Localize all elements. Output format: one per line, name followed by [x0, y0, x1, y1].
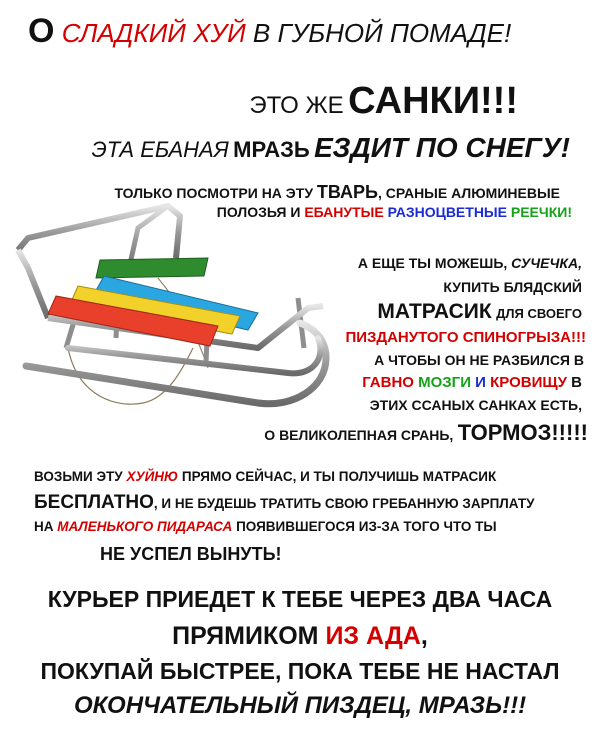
look-f: РАЗНОЦВЕТНЫЕ: [387, 204, 507, 220]
right-6a: ГАВНО: [362, 374, 414, 391]
headline-snow-a: ЭТА ЕБАНАЯ: [91, 137, 229, 162]
look-e: ЕБАНУТЫЕ: [304, 204, 384, 220]
headline-snow-c: ЕЗДИТ ПО СНЕГУ!: [314, 132, 570, 163]
offer-1a: ВОЗЬМИ ЭТУ: [34, 469, 123, 484]
right-8b: ТОРМОЗ!!!!!: [457, 420, 588, 445]
offer-3a: НА: [34, 519, 54, 534]
right-6d: КРОВИЩУ: [490, 374, 567, 391]
right-line-6: [362, 375, 582, 390]
offer-3c: ПОЯВИВШЕГОСЯ ИЗ-ЗА ТОГО ЧТО ТЫ: [236, 519, 497, 534]
right-1a: А ЕЩЕ ТЫ МОЖЕШЬ,: [357, 255, 508, 271]
right-2: КУПИТЬ БЛЯДСКИЙ: [443, 279, 582, 295]
look-g: РЕЕЧКИ!: [510, 204, 572, 220]
right-6b: МОЗГИ: [418, 374, 471, 391]
right-line-4: [345, 330, 586, 345]
bottom-4: ОКОНЧАТЕЛЬНЫЙ ПИЗДЕЦ, МРАЗЬ!!!: [73, 692, 527, 719]
right-line-7: [370, 398, 582, 412]
bottom-3: ПОКУПАЙ БЫСТРЕЕ, ПОКА ТЕБЕ НЕ НАСТАЛ: [40, 658, 560, 684]
offer-3b: МАЛЕНЬКОГО ПИДАРАСА: [57, 519, 233, 534]
look-a: ТОЛЬКО ПОСМОТРИ НА ЭТУ: [114, 185, 314, 201]
headline-snow: [91, 134, 570, 162]
offer-4: НЕ УСПЕЛ ВЫНУТЬ!: [100, 544, 282, 564]
look-c: , СРАНЫЕ АЛЮМИНЕВЫЕ: [377, 185, 560, 201]
sled-image: [8, 198, 338, 438]
offer-2a: БЕСПЛАТНО: [34, 492, 154, 513]
right-3a: МАТРАСИК: [377, 300, 492, 323]
bottom-2c: ,: [420, 622, 428, 650]
headline-sanki-word: САНКИ!!!: [348, 80, 518, 122]
title-o: О: [28, 12, 55, 50]
right-line-3: [377, 301, 582, 322]
right-line-5: [374, 353, 584, 367]
offer-line-4: [100, 545, 282, 563]
title-line: [28, 14, 511, 48]
title-highlight: СЛАДКИЙ ХУЙ: [61, 18, 246, 48]
bottom-1: КУРЬЕР ПРИЕДЕТ К ТЕБЕ ЧЕРЕЗ ДВА ЧАСА: [47, 586, 553, 612]
offer-line-2: [34, 493, 535, 512]
right-6e: В: [571, 374, 582, 391]
bottom-2a: ПРЯМИКОМ: [172, 622, 319, 650]
look-b: ТВАРЬ: [316, 182, 378, 202]
offer-line-3: [34, 520, 497, 534]
offer-1c: ПРЯМО СЕЙЧАС, И ТЫ ПОЛУЧИШЬ МАТРАСИК: [181, 469, 497, 484]
right-8a: О ВЕЛИКОЛЕПНАЯ СРАНЬ,: [264, 427, 454, 443]
bottom-line-4: [0, 694, 600, 718]
right-line-8: [264, 422, 588, 444]
title-rest: В ГУБНОЙ ПОМАДЕ!: [252, 18, 512, 48]
right-line-2: [443, 280, 582, 294]
bottom-line-1: [0, 588, 600, 611]
right-7: ЭТИХ ССАНЫХ САНКАХ ЕСТЬ,: [369, 397, 582, 413]
offer-2b: , И НЕ БУДЕШЬ ТРАТИТЬ СВОЮ ГРЕБАННУЮ ЗАРПЛАТУ: [153, 496, 535, 511]
bottom-2b: ИЗ АДА: [325, 622, 421, 650]
right-1b: СУЧЕЧКА,: [511, 255, 582, 271]
headline-sanki-prefix: ЭТО ЖЕ: [249, 92, 344, 119]
right-6c: И: [475, 374, 486, 391]
right-line-1: [358, 256, 582, 270]
headline-snow-b: МРАЗЬ: [233, 137, 310, 162]
right-5: А ЧТОБЫ ОН НЕ РАЗБИЛСЯ В: [374, 352, 584, 368]
slat-green: [96, 258, 208, 278]
bottom-line-2: [0, 624, 600, 649]
look-d: ПОЛОЗЬЯ И: [216, 204, 301, 220]
offer-line-1: [34, 470, 496, 484]
right-3b: ДЛЯ СВОЕГО: [496, 306, 582, 321]
right-4: ПИЗДАНУТОГО СПИНОГРЫЗА!!!: [345, 329, 586, 346]
offer-1b: ХУЙНЮ: [126, 469, 179, 484]
bottom-line-3: [0, 660, 600, 683]
headline-sanki: [249, 82, 518, 120]
